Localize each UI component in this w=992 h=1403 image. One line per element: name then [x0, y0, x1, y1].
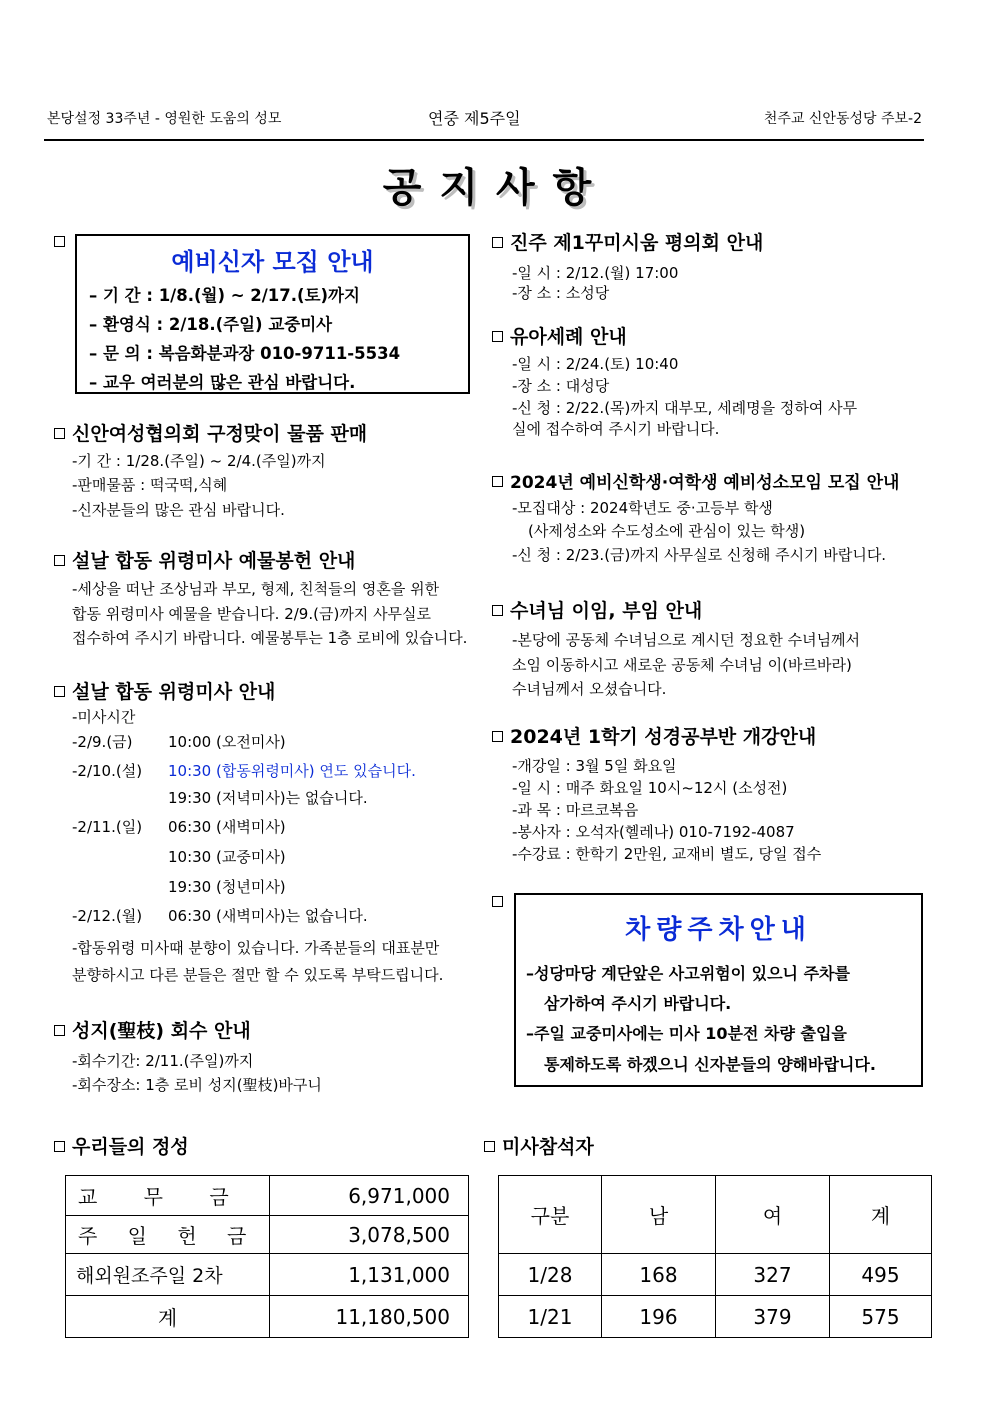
catechumen-line: – 기 간 : 1/8.(월) ~ 2/17.(토)까지 [89, 286, 360, 305]
seminary-title: 2024년 예비신학생·여학생 예비성소모임 모집 안내 [510, 473, 900, 493]
attendance-cell: 575 [830, 1296, 932, 1338]
attendance-cell: 168 [602, 1254, 716, 1296]
baptism-line: -신 청 : 2/22.(목)까지 대부모, 세례명을 정하여 사무 [512, 399, 858, 417]
mass-note: 분향하시고 다른 분들은 절만 할 수 있도록 부탁드립니다. [72, 966, 444, 984]
attendance-title: 미사참석자 [502, 1136, 594, 1158]
bullet-icon [54, 555, 65, 566]
offering-line: -세상을 떠난 조상님과 부모, 형제, 친척들의 영혼을 위한 [72, 580, 440, 598]
palm-line: -회수장소: 1층 로비 성지(聖枝)바구니 [72, 1076, 322, 1094]
baptism-line: -일 시 : 2/24.(토) 10:40 [512, 355, 679, 373]
attendance-header: 여 [716, 1176, 830, 1254]
attendance-header: 구분 [499, 1176, 602, 1254]
attendance-cell: 1/28 [499, 1254, 602, 1296]
nuns-line: -본당에 공동체 수녀님으로 계시던 정요한 수녀님께서 [512, 631, 861, 649]
bible-line: -일 시 : 매주 화요일 10시~12시 (소성전) [512, 779, 788, 797]
mass-time: 10:30 (교중미사) [168, 848, 286, 866]
palm-title: 성지(聖枝) 회수 안내 [72, 1020, 251, 1042]
bullet-icon [54, 1141, 65, 1152]
bible-line: -봉사자 : 오석자(헬레나) 010-7192-4087 [512, 823, 795, 841]
bullet-icon [54, 428, 65, 439]
council-line: -일 시 : 2/12.(월) 17:00 [512, 264, 679, 282]
offerings-heading [54, 1132, 189, 1159]
offering-value: 1,131,000 [270, 1254, 469, 1296]
womens-sale-title: 신안여성협의회 구정맞이 물품 판매 [72, 423, 368, 445]
attendance-header: 남 [602, 1176, 716, 1254]
nuns-line: 수녀님께서 오셨습니다. [512, 680, 667, 698]
council-line: -장 소 : 소성당 [512, 284, 610, 302]
attendance-cell: 196 [602, 1296, 716, 1338]
seminary-line: -신 청 : 2/23.(금)까지 사무실로 신청해 주시기 바랍니다. [512, 546, 887, 564]
table-row [66, 1176, 469, 1216]
offering-label: 주 일 헌 금 [66, 1216, 270, 1254]
catechumen-line: – 환영식 : 2/18.(주일) 교중미사 [89, 315, 333, 334]
catechumen-line: – 교우 여러분의 많은 관심 바랍니다. [89, 373, 356, 392]
offering-label: 해외원조주일 2차 [66, 1254, 270, 1296]
memorial-mass-heading [54, 677, 275, 704]
baptism-heading [492, 322, 627, 349]
bullet-icon [54, 1025, 65, 1036]
mass-note: -합동위령 미사때 분향이 있습니다. 가족분들의 대표분만 [72, 939, 440, 957]
parking-line: 통제하도록 하겠으니 신자분들의 양해바랍니다. [544, 1055, 876, 1074]
nuns-heading [492, 596, 702, 623]
table-row [499, 1254, 932, 1296]
parking-line: –성당마당 계단앞은 사고위험이 있으니 주차를 [526, 964, 850, 983]
mass-time: 06:30 (새벽미사) [168, 818, 286, 836]
attendance-table [498, 1175, 932, 1338]
catechumen-line: – 문 의 : 복음화분과장 010-9711-5534 [89, 344, 401, 363]
table-row [499, 1296, 932, 1338]
attendance-cell: 495 [830, 1254, 932, 1296]
mass-time: 19:30 (청년미사) [168, 878, 286, 896]
palm-line: -회수기간: 2/11.(주일)까지 [72, 1052, 254, 1070]
womens-sale-line: -판매물품 : 떡국떡,식혜 [72, 476, 228, 494]
memorial-mass-title: 설날 합동 위령미사 안내 [72, 681, 276, 703]
bible-heading [492, 722, 816, 749]
womens-sale-line: -기 간 : 1/28.(주일) ~ 2/4.(주일)까지 [72, 452, 326, 470]
header-rule [44, 139, 924, 141]
bullet-icon [484, 1141, 495, 1152]
offering-label: 교 무 금 [66, 1176, 270, 1216]
table-row [66, 1254, 469, 1296]
bullet-icon [492, 331, 503, 342]
bullet-icon [492, 731, 503, 742]
mass-time: 06:30 (새벽미사)는 없습니다. [168, 907, 368, 925]
attendance-cell: 1/21 [499, 1296, 602, 1338]
council-heading [492, 228, 763, 255]
bullet-icon [54, 686, 65, 697]
bullet-icon [492, 237, 503, 248]
bullet-icon [492, 896, 503, 907]
memorial-mass-intro: -미사시간 [72, 708, 136, 726]
mass-date: -2/9.(금) [72, 733, 133, 751]
table-row [66, 1216, 469, 1254]
offerings-title: 우리들의 정성 [72, 1136, 189, 1158]
header-left: 본당설정 33주년 - 영원한 도움의 성모 [47, 111, 282, 127]
offering-line: 합동 위령미사 예물을 받습니다. 2/9.(금)까지 사무실로 [72, 605, 432, 623]
bible-line: -개강일 : 3월 5일 화요일 [512, 757, 677, 775]
offering-value: 6,971,000 [270, 1176, 469, 1216]
attendance-cell: 327 [716, 1254, 830, 1296]
parking-line: 삼가하여 주시기 바랍니다. [544, 994, 732, 1013]
baptism-line: 실에 접수하여 주시기 바랍니다. [512, 420, 720, 438]
bullet-icon [492, 605, 503, 616]
header-center: 연중 제5주일 [428, 109, 521, 128]
parking-box [514, 893, 923, 1087]
mass-date: -2/12.(월) [72, 907, 143, 925]
nuns-line: 소임 이동하시고 새로운 공동체 수녀님 이(바르바라) [512, 656, 852, 674]
table-row [499, 1176, 932, 1254]
offering-heading [54, 546, 355, 573]
womens-sale-line: -신자분들의 많은 관심 바랍니다. [72, 501, 285, 519]
offering-value: 11,180,500 [270, 1296, 469, 1338]
mass-time: 19:30 (저녁미사)는 없습니다. [168, 789, 368, 807]
bullet-icon [492, 476, 503, 487]
bible-line: -수강료 : 한학기 2만원, 교재비 별도, 당일 접수 [512, 845, 822, 863]
womens-sale-heading [54, 419, 367, 446]
table-row [66, 1296, 469, 1338]
bible-title: 2024년 1학기 성경공부반 개강안내 [510, 726, 817, 748]
council-title: 진주 제1꾸미시움 평의회 안내 [510, 232, 764, 254]
seminary-line: (사제성소와 수도성소에 관심이 있는 학생) [528, 522, 806, 540]
mass-time: 10:30 (합동위령미사) 연도 있습니다. [168, 762, 416, 780]
offering-label: 계 [66, 1296, 270, 1338]
catechumen-title: 예비신자 모집 안내 [171, 248, 374, 276]
offering-title: 설날 합동 위령미사 예물봉헌 안내 [72, 550, 356, 572]
seminary-heading [492, 468, 899, 493]
baptism-line: -장 소 : 대성당 [512, 377, 610, 395]
attendance-header: 계 [830, 1176, 932, 1254]
parking-title: 차량주차안내 [625, 915, 812, 945]
offering-line: 접수하여 주시기 바랍니다. 예물봉투는 1층 로비에 있습니다. [72, 629, 468, 647]
header-right: 천주교 신안동성당 주보-2 [763, 111, 922, 127]
attendance-heading [484, 1132, 594, 1159]
mass-time: 10:00 (오전미사) [168, 733, 286, 751]
attendance-cell: 379 [716, 1296, 830, 1338]
nuns-title: 수녀님 이임, 부임 안내 [510, 600, 703, 622]
baptism-title: 유아세례 안내 [510, 326, 627, 348]
mass-date: -2/11.(일) [72, 818, 143, 836]
palm-heading [54, 1016, 251, 1043]
page-title: 공지사항 [382, 165, 610, 211]
offerings-table [65, 1175, 469, 1338]
bible-line: -과 목 : 마르코복음 [512, 801, 639, 819]
mass-date: -2/10.(설) [72, 762, 143, 780]
offering-value: 3,078,500 [270, 1216, 469, 1254]
parking-line: –주일 교중미사에는 미사 10분전 차량 출입을 [526, 1024, 847, 1043]
catechumen-box [75, 234, 470, 394]
seminary-line: -모집대상 : 2024학년도 중·고등부 학생 [512, 499, 773, 517]
bullet-icon [54, 236, 65, 247]
